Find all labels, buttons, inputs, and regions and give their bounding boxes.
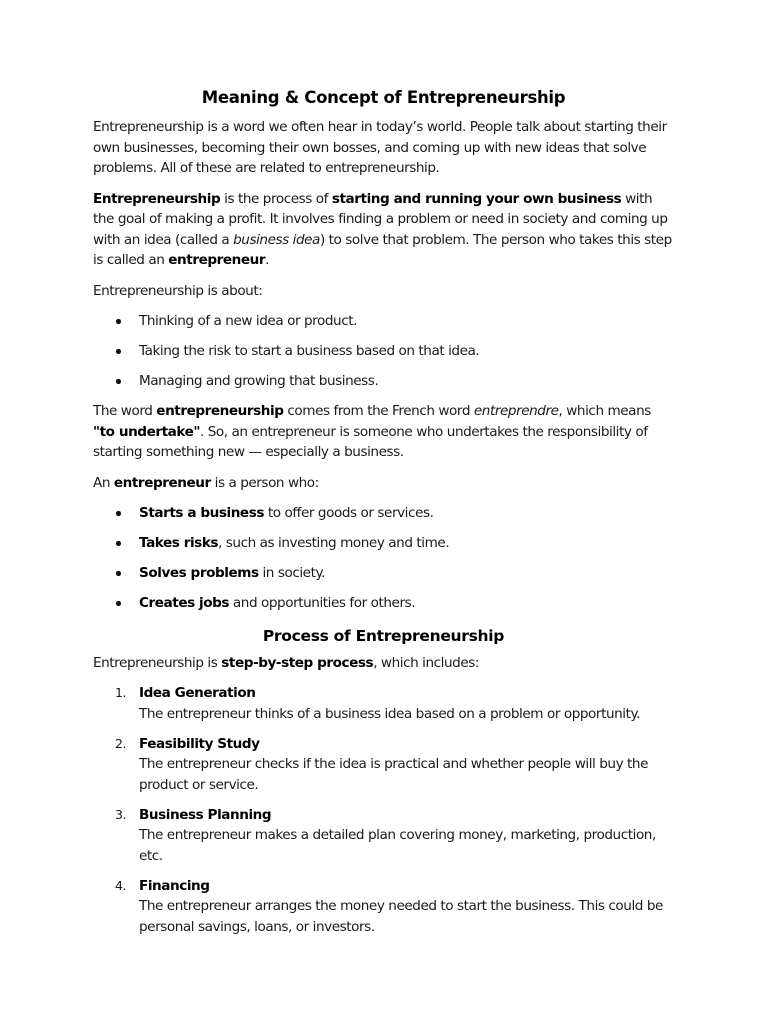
origin-text-4: . So, an entrepreneur is someone who undertakes the responsibility of starting something new — especially a business. <box>93 423 648 460</box>
step-item <box>93 683 674 724</box>
step-number: 1. <box>115 685 127 700</box>
step-description: The entrepreneur arranges the money needed to start the business. This could be personal savings, loans, or investors. <box>139 898 663 935</box>
process-emphasis: step-by-step process <box>221 654 374 671</box>
definition-text-2: with the goal of making a profit. It involves finding a problem or need in society and coming up with an idea (called a <box>93 190 668 248</box>
definition-text-4: . <box>265 252 270 268</box>
list-item <box>93 503 674 524</box>
list-item: Thinking of a new idea or product. <box>93 311 674 332</box>
process-steps-list <box>93 683 674 937</box>
step-item <box>93 805 674 867</box>
step-title: Financing <box>139 877 210 894</box>
definition-text-3: ) to solve that problem. The person who takes this step is called an <box>93 231 672 268</box>
definition-italic: business idea <box>233 231 320 248</box>
origin-text-2: comes from the French word <box>283 403 474 419</box>
about-lead: Entrepreneurship is about: <box>93 282 263 299</box>
definition-term: Entrepreneurship <box>93 190 221 207</box>
process-text-1: Entrepreneurship is <box>93 654 222 671</box>
intro-paragraph: Entrepreneurship is a word we often hear in today’s world. People talk about starting their own businesses, becoming their own bosses, and coming up with new ideas that solve problems. All of these are related to entrepreneurship. <box>93 119 667 176</box>
person-text-1: An <box>93 474 114 491</box>
step-description: The entrepreneur thinks of a business idea based on a problem or opportunity. <box>139 705 641 722</box>
list-item: Taking the risk to start a business based on that idea. <box>93 341 674 362</box>
person-text-2: is a person who: <box>210 474 319 491</box>
list-item <box>93 563 674 584</box>
step-title: Business Planning <box>139 806 272 823</box>
section-heading-process: Process of Entrepreneurship <box>262 626 505 645</box>
origin-paragraph <box>93 401 674 463</box>
process-text-2: , which includes: <box>373 654 480 671</box>
person-list <box>93 503 674 614</box>
list-item <box>93 533 674 554</box>
origin-french-word: entreprendre <box>473 403 559 419</box>
item-bold: Starts a business <box>139 505 264 521</box>
person-lead <box>93 473 674 494</box>
item-text: to offer goods or services. <box>263 505 434 521</box>
item-text: , such as investing money and time. <box>218 535 450 551</box>
list-item: Managing and growing that business. <box>93 371 674 392</box>
step-description: The entrepreneur checks if the idea is practical and whether people will buy the product or service. <box>139 756 648 793</box>
item-text: in society. <box>258 565 325 581</box>
item-bold: Creates jobs <box>139 595 230 611</box>
step-number: 2. <box>115 735 127 751</box>
item-bold: Takes risks <box>139 535 219 551</box>
step-description: The entrepreneur makes a detailed plan covering money, marketing, production, etc. <box>139 827 656 864</box>
about-list <box>93 311 674 392</box>
definition-emphasis: starting and running your own business <box>331 190 622 207</box>
step-number: 3. <box>115 806 127 822</box>
origin-meaning: "to undertake" <box>93 423 201 440</box>
origin-text-1: The word <box>93 403 157 419</box>
origin-word: entrepreneurship <box>156 403 284 419</box>
list-item <box>93 593 674 614</box>
step-item <box>93 876 674 938</box>
origin-text-3: , which means <box>558 403 651 419</box>
step-number: 4. <box>115 877 127 893</box>
step-title: Idea Generation <box>139 685 256 701</box>
page-title: Meaning & Concept of Entrepreneurship <box>201 88 566 107</box>
definition-term-2: entrepreneur <box>168 252 266 268</box>
person-term: entrepreneur <box>113 474 211 491</box>
definition-text-1: is the process of <box>220 190 332 207</box>
definition-paragraph <box>93 189 674 271</box>
step-title: Feasibility Study <box>139 735 260 752</box>
item-text: and opportunities for others. <box>229 595 416 611</box>
process-lead <box>93 653 674 674</box>
step-item <box>93 734 674 796</box>
item-bold: Solves problems <box>139 565 259 581</box>
